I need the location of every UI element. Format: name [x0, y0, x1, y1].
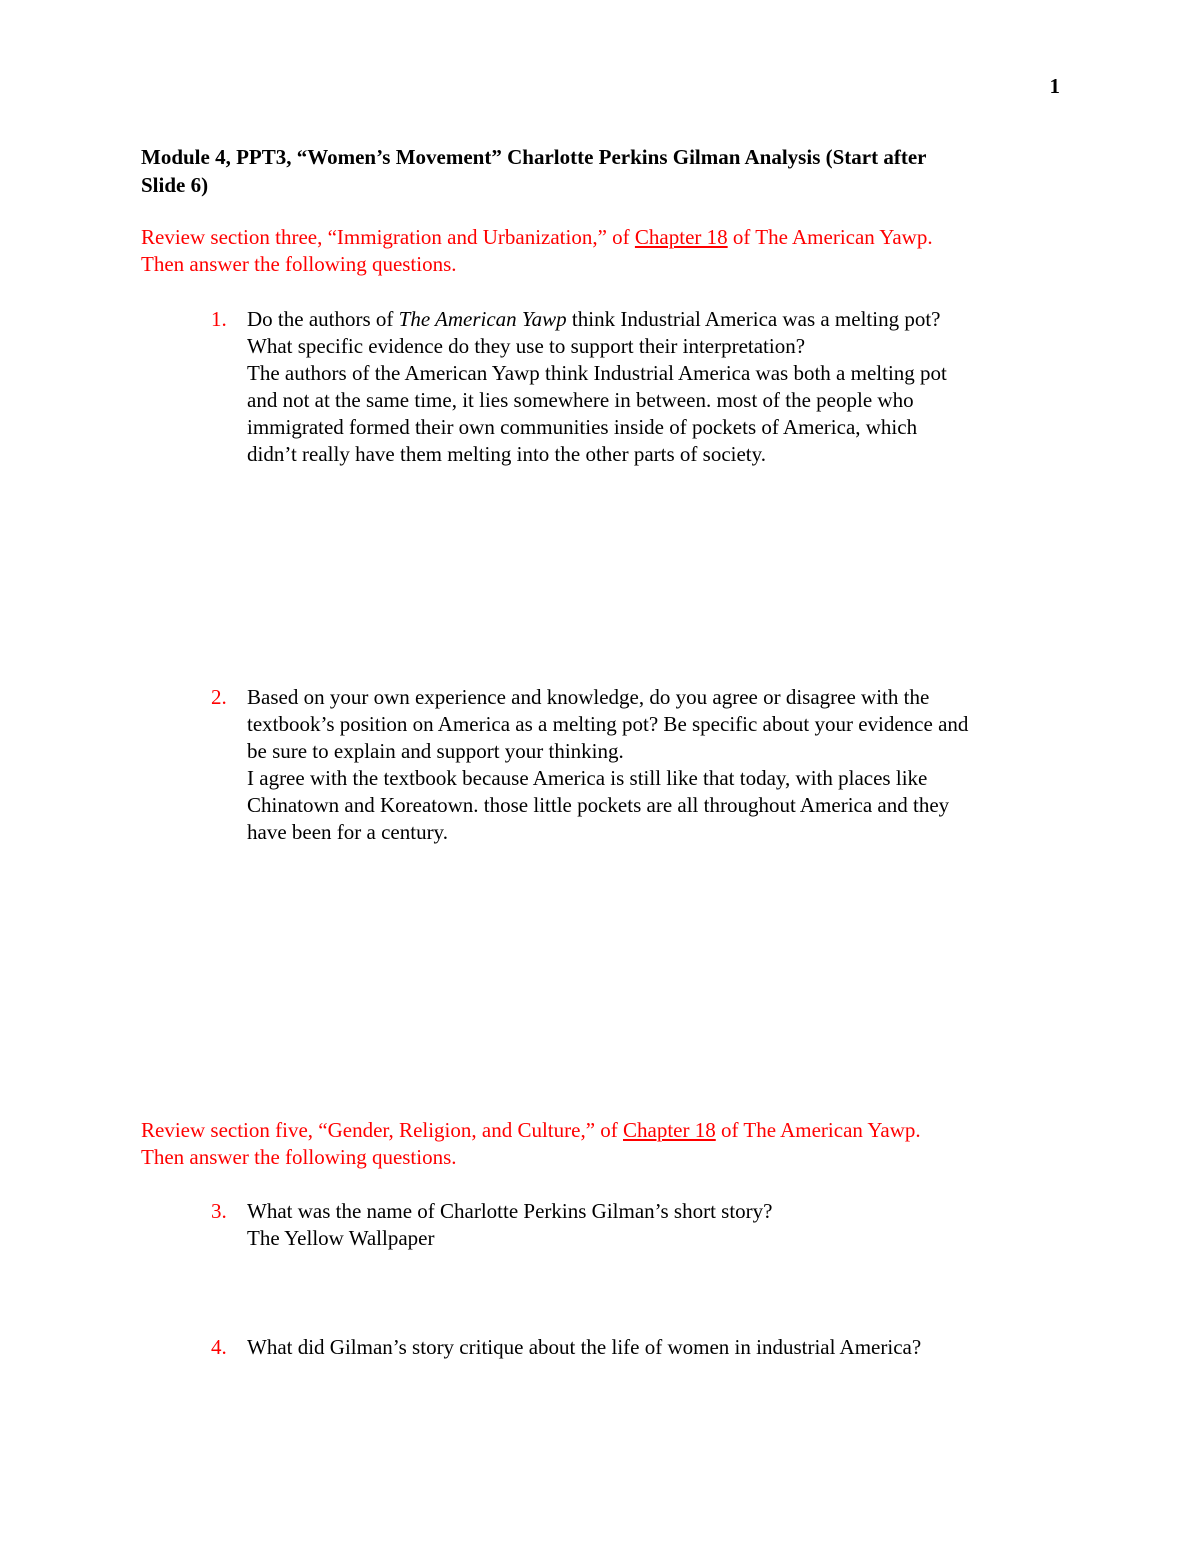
instruction-prefix: Review section five, “Gender, Religion, and Culture,” of: [141, 1118, 624, 1142]
prompt-text: think Industrial America was a melting pot?: [566, 307, 941, 331]
answer-line: The Yellow Wallpaper: [247, 1226, 435, 1250]
answer-line: I agree with the textbook because America is still like that today, with places like: [247, 766, 928, 790]
page-title: [141, 143, 1061, 199]
answer-line: immigrated formed their own communities inside of pockets of America, which: [247, 415, 918, 439]
page-number: 1: [1049, 74, 1060, 98]
answer-line: and not at the same time, it lies somewhere in between. most of the people who: [247, 388, 914, 412]
question-2: [211, 684, 1087, 846]
answer-line: have been for a century.: [247, 820, 448, 844]
book-title-italic: The American Yawp: [398, 307, 567, 331]
question-prompt-line: What was the name of Charlotte Perkins Gilman’s short story?: [247, 1199, 773, 1223]
title-line-2: Slide 6): [141, 173, 209, 197]
instruction-suffix: of The American Yawp.: [727, 225, 933, 249]
instruction-line-2: Then answer the following questions.: [141, 252, 457, 276]
instruction-suffix: of The American Yawp.: [715, 1118, 921, 1142]
chapter-18-link[interactable]: Chapter 18: [623, 1118, 716, 1142]
question-prompt-line-1: [247, 306, 1087, 333]
answer-line: Chinatown and Koreatown. those little pockets are all throughout America and they: [247, 793, 950, 817]
section-three-instruction: [141, 224, 1061, 278]
section-five-instruction: [141, 1117, 1061, 1171]
question-4: [211, 1334, 1087, 1361]
question-1: [211, 306, 1087, 468]
question-prompt-line: What did Gilman’s story critique about the life of women in industrial America?: [247, 1335, 922, 1359]
instruction-line-1: [141, 1117, 1061, 1144]
instruction-line-2: Then answer the following questions.: [141, 1145, 457, 1169]
instruction-prefix: Review section three, “Immigration and Urbanization,” of: [141, 225, 635, 249]
chapter-18-link[interactable]: Chapter 18: [634, 225, 728, 249]
question-prompt-line: Based on your own experience and knowledge, do you agree or disagree with the: [247, 685, 930, 709]
prompt-text: Do the authors of: [247, 307, 399, 331]
question-number: 3.: [211, 1199, 227, 1223]
question-prompt-line-2: What specific evidence do they use to support their interpretation?: [247, 334, 806, 358]
instruction-line-1: [141, 224, 1061, 251]
answer-line: didn’t really have them melting into the other parts of society.: [247, 442, 767, 466]
question-number: 4.: [211, 1335, 227, 1359]
question-3: [211, 1198, 1087, 1252]
question-prompt-line: be sure to explain and support your thinking.: [247, 739, 624, 763]
question-number: 1.: [211, 307, 227, 331]
title-line-1: Module 4, PPT3, “Women’s Movement” Charlotte Perkins Gilman Analysis (Start after: [141, 145, 927, 169]
question-number: 2.: [211, 685, 227, 709]
question-prompt-line: textbook’s position on America as a melting pot? Be specific about your evidence and: [247, 712, 969, 736]
answer-line: The authors of the American Yawp think Industrial America was both a melting pot: [247, 361, 947, 385]
